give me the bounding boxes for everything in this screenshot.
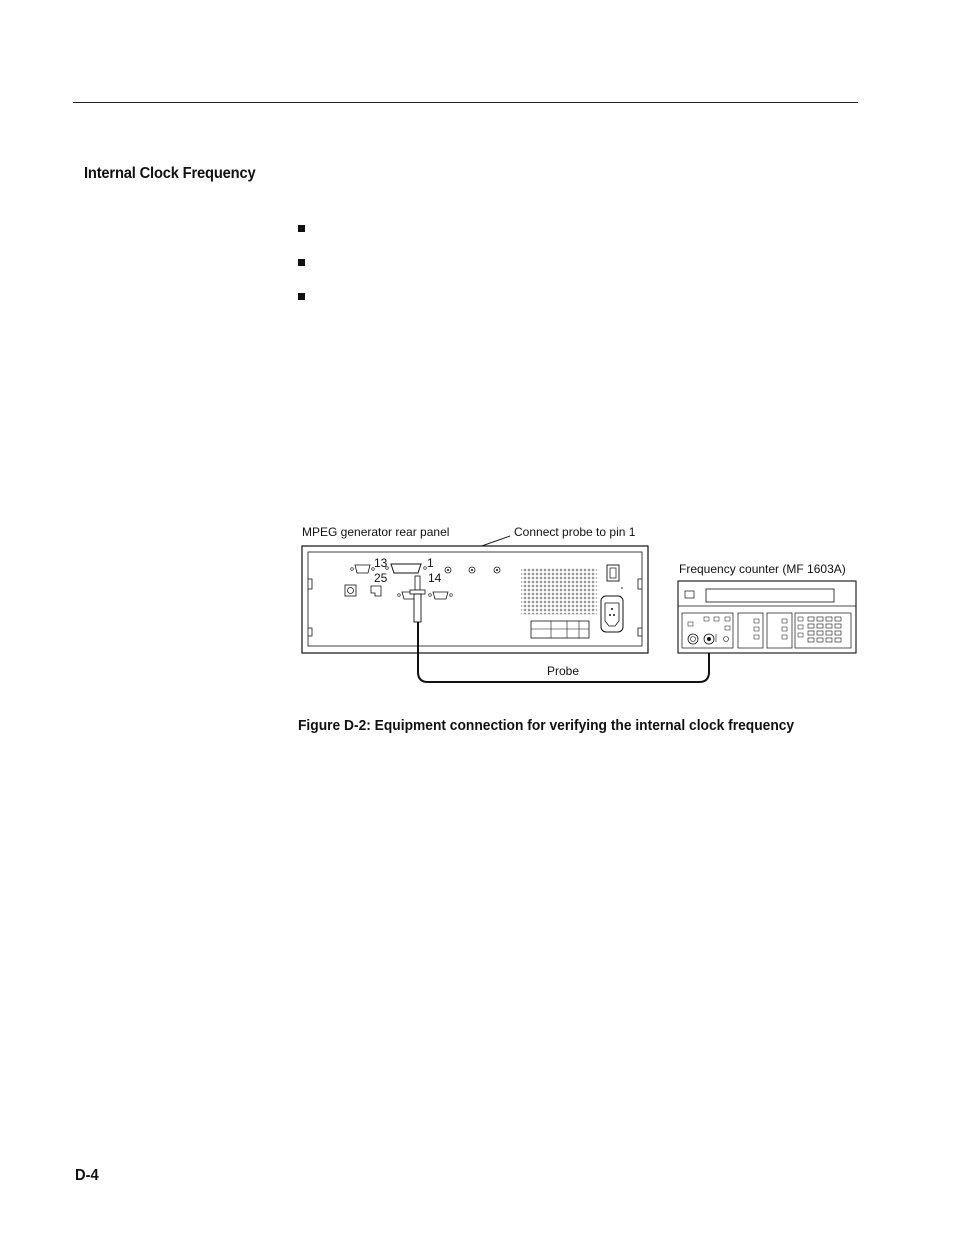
page-number: D-4	[75, 1167, 99, 1184]
equipment-connection-figure	[295, 520, 865, 690]
mpeg-generator-rear-panel	[302, 546, 648, 653]
pin-1-label: 1	[427, 556, 434, 570]
pin-14-label: 14	[428, 571, 442, 585]
square-bullet-icon	[298, 225, 305, 232]
figure-caption: Figure D-2: Equipment connection for verifying the internal clock frequency	[298, 717, 795, 734]
pin-25-label: 25	[374, 571, 388, 585]
square-bullet-icon	[298, 259, 305, 266]
header-rule	[73, 102, 858, 103]
section-title: Internal Clock Frequency	[84, 165, 256, 182]
probe-label: Probe	[547, 664, 580, 678]
connect-probe-label: Connect probe to pin 1	[514, 525, 636, 539]
frequency-counter-label: Frequency counter (MF 1603A)	[679, 562, 846, 576]
frequency-counter	[678, 581, 856, 653]
pin-13-label: 13	[374, 556, 388, 570]
rear-panel-label: MPEG generator rear panel	[302, 525, 450, 539]
square-bullet-icon	[298, 293, 305, 300]
